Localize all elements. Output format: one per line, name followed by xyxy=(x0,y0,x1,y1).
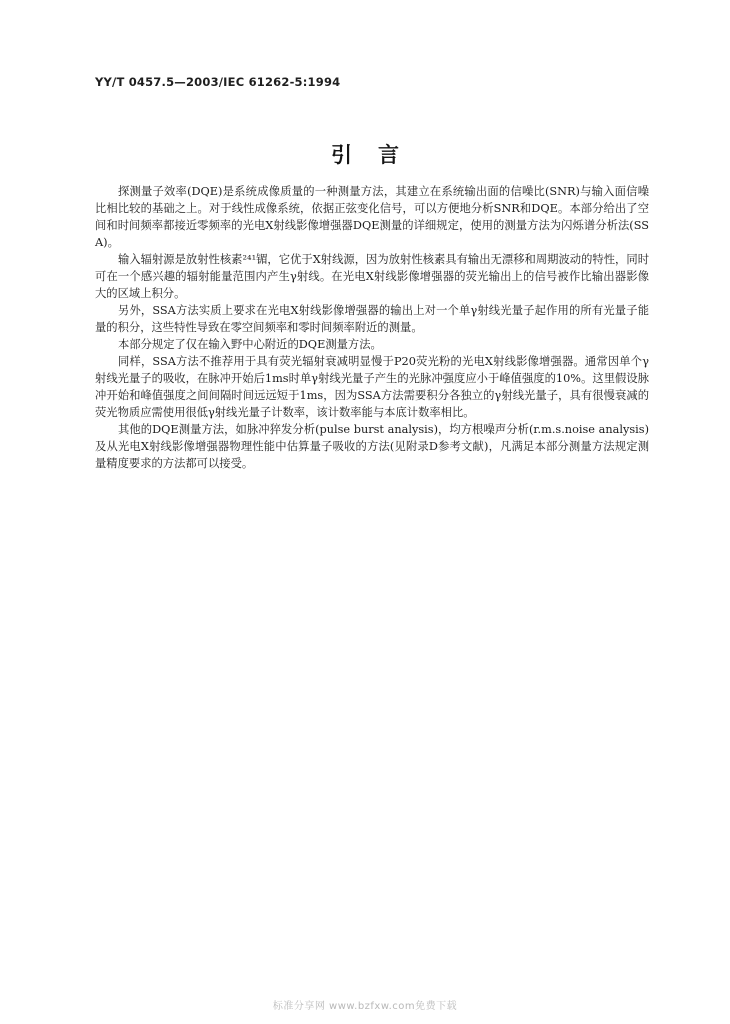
body-text xyxy=(95,183,649,472)
paragraph-ssa-integration: 另外，SSA方法实质上要求在光电X射线影像增强器的输出上对一个单γ射线光量子起作用的所有光量子能量的积分，这些特性导致在零空间频率和零时间频率附近的测量。 xyxy=(95,304,649,334)
paragraph-scope: 本部分规定了仅在输入野中心附近的DQE测量方法。 xyxy=(118,338,382,351)
paragraph-other-methods: 其他的DQE测量方法，如脉冲猝发分析(pulse burst analysis)，均方根噪声分析(r.m.s.noise analysis)及从光电X射线影像增强器物理性能中估算量子吸收的方法(见附录D参考文献)，凡满足本部分测量方法规定测量精度要求的方法都可以接受。 xyxy=(95,423,649,470)
paragraph-phosphor-limitation: 同样，SSA方法不推荐用于具有荧光辐射衰减明显慢于P20荧光粉的光电X射线影像增强器。通常因单个γ射线光量子的吸收，在脉冲开始后1ms时单γ射线光量子产生的光脉冲强度应小于峰值强度的10%。这里假设脉冲开始和峰值强度之间间隔时间远远短于1ms，因为SSA方法需要积分各独立的γ射线光量子，具有很慢衰减的荧光物质应需使用很低γ射线光量子计数率，该计数率能与本底计数率相比。 xyxy=(95,355,649,419)
footer-watermark: 标准分享网 www.bzfxw.com免费下载 xyxy=(272,1001,458,1012)
paragraph-radiation-source: 输入辐射源是放射性核素²⁴¹镅，它优于X射线源，因为放射性核素具有输出无漂移和周期波动的特性，同时可在一个感兴趣的辐射能量范围内产生γ射线。在光电X射线影像增强器的荧光输出上的信号被作比输出器影像大的区域上积分。 xyxy=(95,253,649,300)
page-title: 引言 xyxy=(331,143,425,167)
paragraph-dqe-definition: 探测量子效率(DQE)是系统成像质量的一种测量方法，其建立在系统输出面的信噪比(SNR)与输入面信噪比相比较的基础之上。对于线性成像系统，依据正弦变化信号，可以方便地分析SNR和DQE。本部分给出了空间和时间频率都接近零频率的光电X射线影像增强器DQE测量的详细规定，使用的测量方法为闪烁谱分析法(SSA)。 xyxy=(95,185,649,249)
standard-code: YY/T 0457.5—2003/IEC 61262-5:1994 xyxy=(95,75,341,89)
